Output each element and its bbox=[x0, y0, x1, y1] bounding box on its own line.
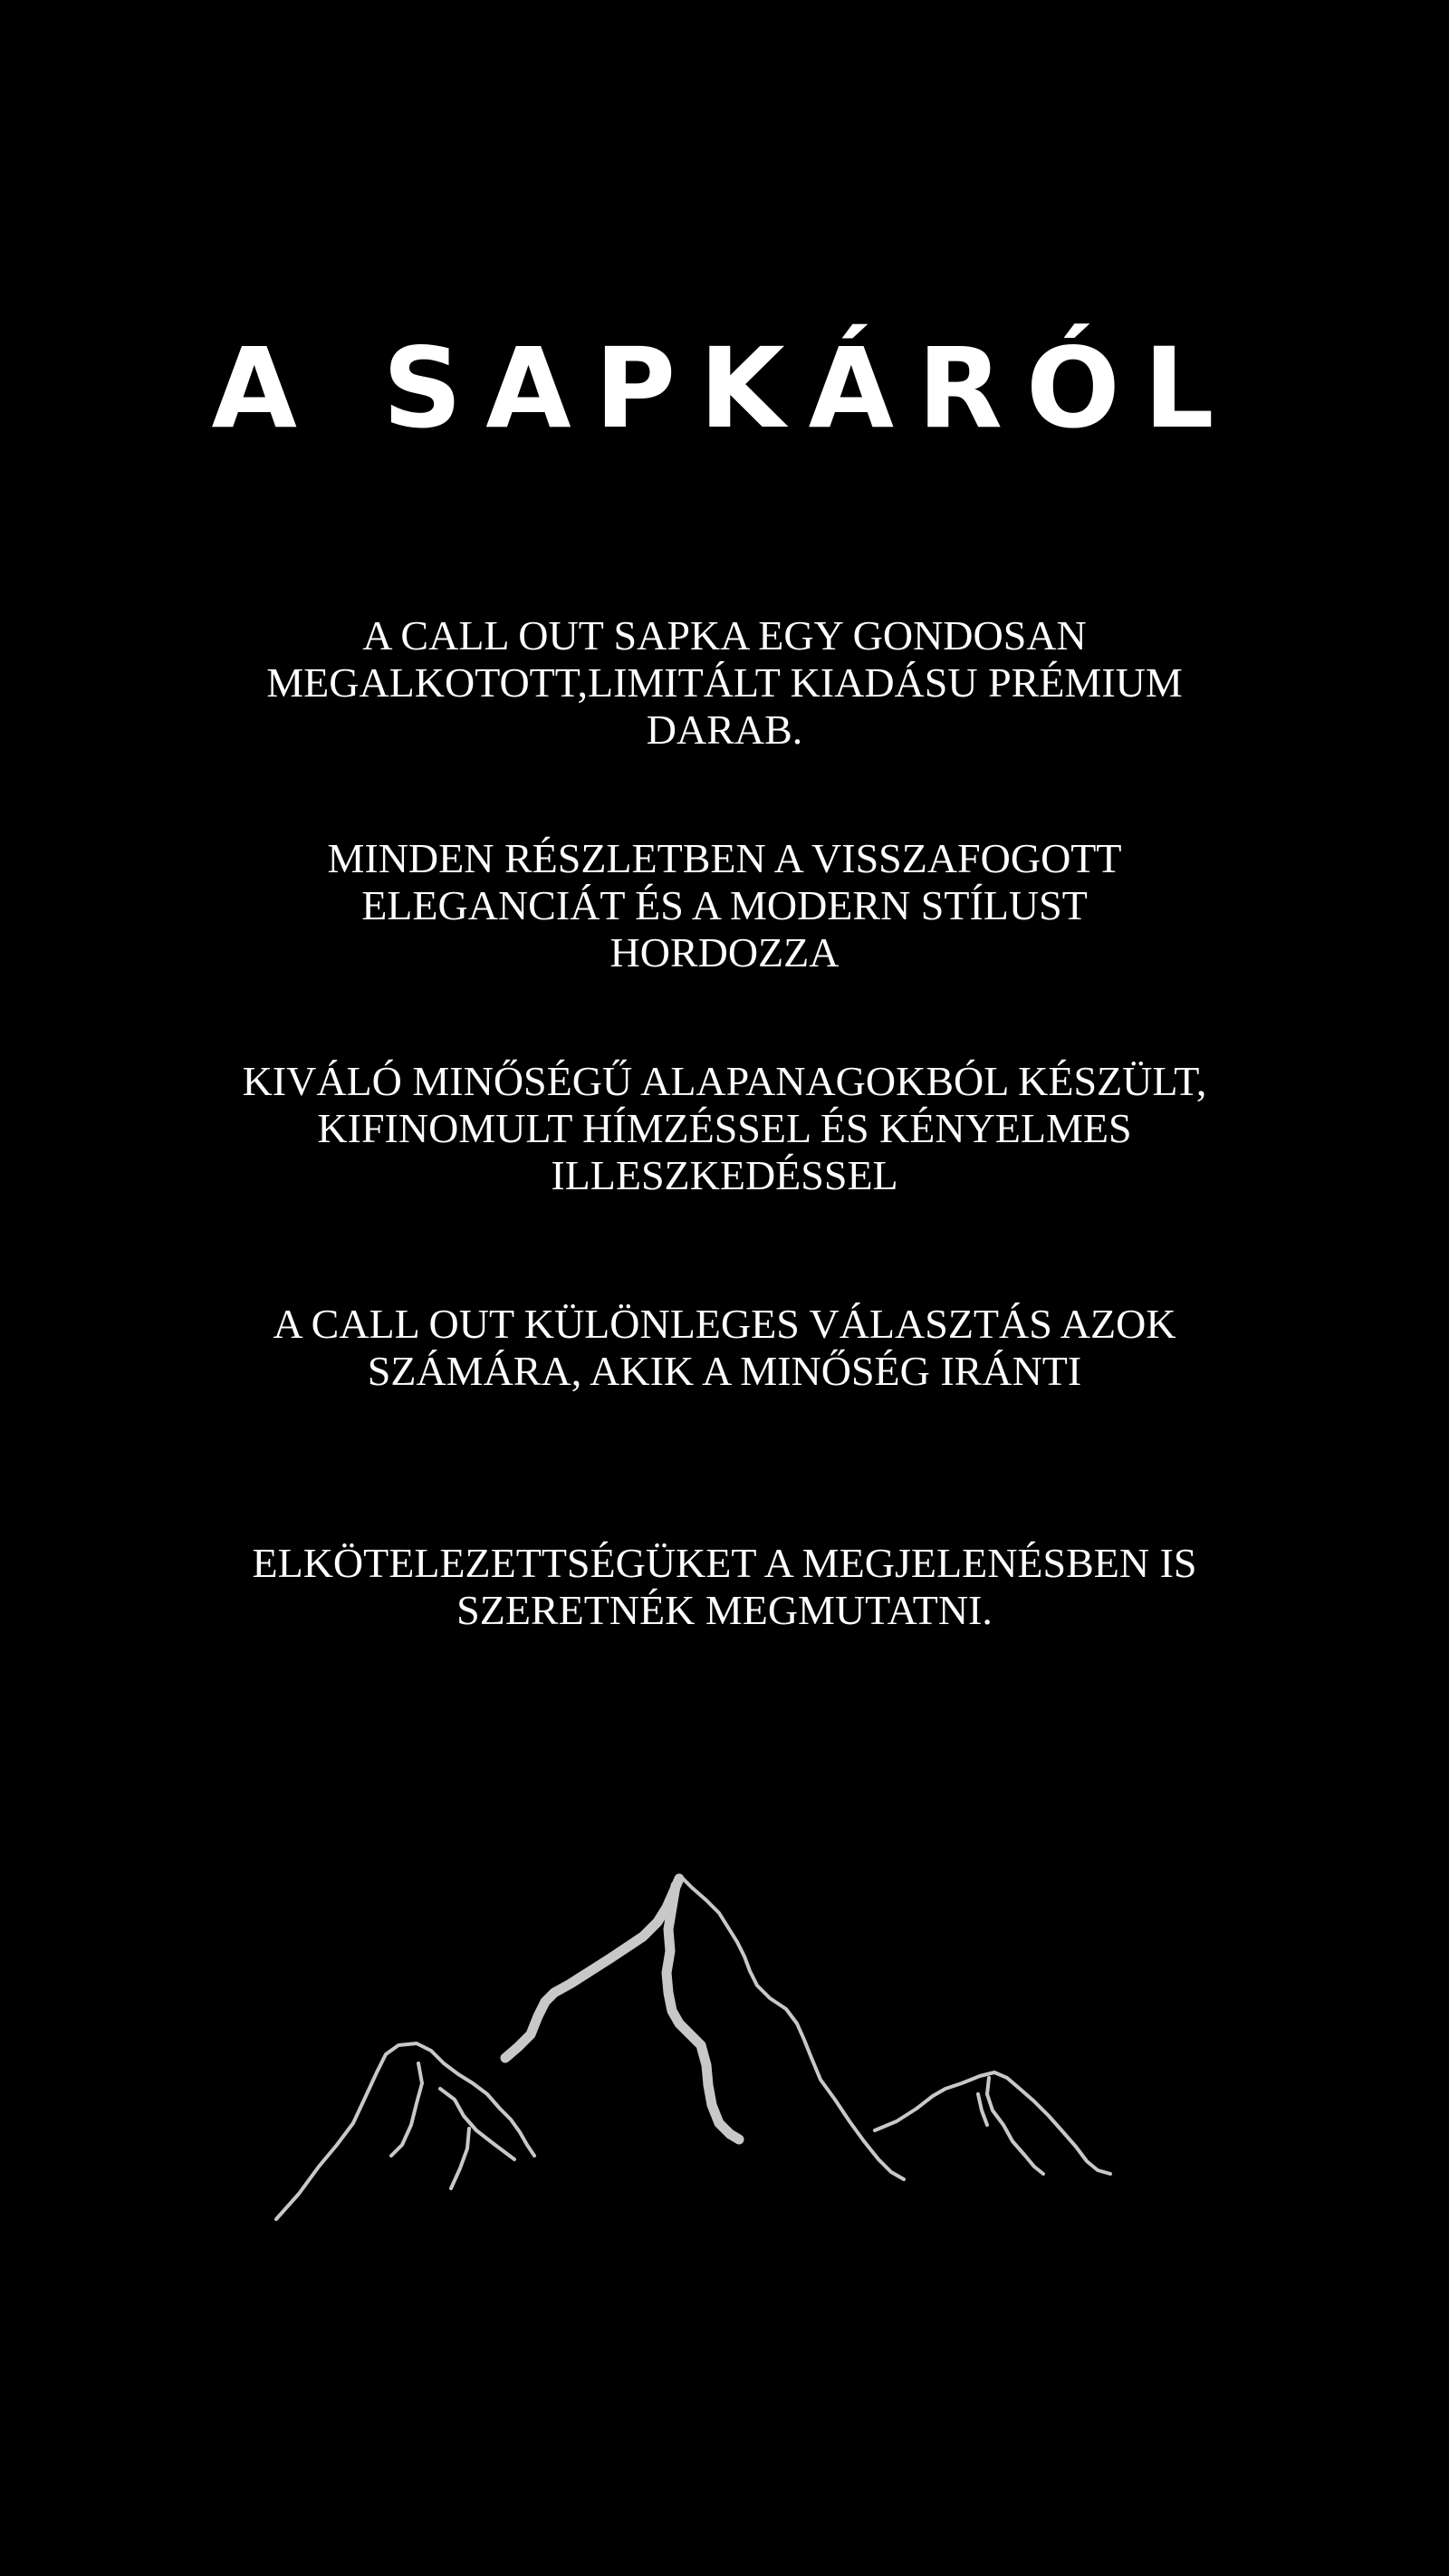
paragraph-materials bbox=[91, 1058, 1358, 1199]
paragraph-line: SZÁMÁRA, AKIK A MINŐSÉG IRÁNTI bbox=[367, 1348, 1082, 1394]
paragraph-intro bbox=[91, 612, 1358, 754]
paragraph-line: ILLESZKEDÉSSEL bbox=[551, 1152, 898, 1198]
paragraph-line: A CALL OUT SAPKA EGY GONDOSAN bbox=[362, 612, 1087, 658]
paragraph-line: SZERETNÉK MEGMUTATNI. bbox=[456, 1587, 993, 1633]
mountain-ridge bbox=[681, 1877, 904, 2179]
page-title: A SAPKÁRÓL bbox=[211, 324, 1238, 453]
mountain-ridge bbox=[440, 2089, 514, 2159]
paragraph-line: ELEGANCIÁT ÉS A MODERN STÍLUST bbox=[361, 882, 1088, 928]
paragraph-line: MEGALKOTOTT,LIMITÁLT KIADÁSU PRÉMIUM bbox=[266, 659, 1183, 706]
paragraph-commitment bbox=[91, 1540, 1358, 1634]
paragraph-elegance bbox=[91, 835, 1358, 976]
mountain-ridge bbox=[667, 1886, 739, 2139]
paragraph-line: A CALL OUT KÜLÖNLEGES VÁLASZTÁS AZOK bbox=[273, 1301, 1176, 1347]
paragraph-line: MINDEN RÉSZLETBEN A VISSZAFOGOTT bbox=[327, 835, 1122, 881]
mountain-ridge bbox=[276, 2043, 534, 2219]
mountain-ridge bbox=[987, 2078, 1043, 2174]
mountain-ridge bbox=[391, 2063, 422, 2156]
mountain-outline-icon bbox=[263, 1857, 1150, 2237]
paragraph-line: KIVÁLÓ MINŐSÉGŰ ALAPANAGOKBÓL KÉSZÜLT, bbox=[242, 1058, 1207, 1104]
mountain-ridge bbox=[505, 1879, 679, 2058]
paragraph-line: ELKÖTELEZETTSÉGÜKET A MEGJELENÉSBEN IS bbox=[252, 1540, 1197, 1586]
mountain-ridge bbox=[978, 2094, 987, 2125]
paragraph-choice bbox=[91, 1301, 1358, 1395]
paragraph-line: HORDOZZA bbox=[609, 929, 840, 976]
paragraph-line: KIFINOMULT HÍMZÉSSEL ÉS KÉNYELMES bbox=[317, 1105, 1132, 1151]
mountain-ridge bbox=[451, 2129, 469, 2188]
paragraph-line: DARAB. bbox=[646, 706, 803, 753]
mountain-ridge bbox=[875, 2072, 1110, 2174]
